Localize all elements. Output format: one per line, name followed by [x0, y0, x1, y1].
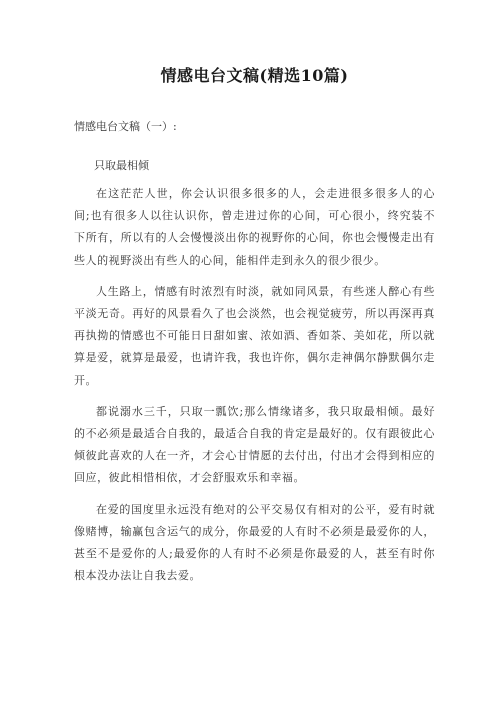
- sub-heading: 只取最相倾: [94, 159, 149, 172]
- paragraph-3: 都说溺水三千，只取一瓢饮;那么情缘诸多，我只取最相倾。最好的不必须是最适合自我的，最适合自我的肯定是最好的。仅有跟彼此心倾彼此喜欢的人在一齐，才会心甘情愿的去付出，付出才会得到相应的回应，彼此相惜相依，才会舒服欢乐和幸福。: [74, 404, 435, 485]
- paragraph-4: 在爱的国度里永远没有绝对的公平交易仅有相对的公平，爱有时就像赌博，输赢包含运气的成分，你最爱的人有时不必须是最爱你的人，甚至不是爱你的人;最爱你的人有时不必须是你最爱的人，甚至有时你根本没办法让自我去爱。: [74, 502, 435, 583]
- article-body: [74, 183, 435, 587]
- document-title: 情感电台文稿(精选10篇): [160, 66, 349, 85]
- paragraph-2: 人生路上，情感有时浓烈有时淡，就如同风景，有些迷人醉心有些平淡无奇。再好的风景看久了也会淡然，也会视觉疲劳，所以再深再真再执拗的情感也不可能日日甜如蜜、浓如酒、香如茶、美如花，所以就算是爱，就算是最爱，也请许我，我也许你，偶尔走神偶尔静默偶尔走开。: [74, 284, 435, 387]
- paragraph-1: 在这茫茫人世，你会认识很多很多的人，会走进很多很多人的心间;也有很多人以往认识你，曾走进过你的心间，可心很小，终究装不下所有，所以有的人会慢慢淡出你的视野你的心间，你也会慢慢走出有些人的视野淡出有些人的心间，能相伴走到永久的很少很少。: [74, 187, 435, 267]
- section-heading: 情感电台文稿（一）:: [74, 120, 177, 133]
